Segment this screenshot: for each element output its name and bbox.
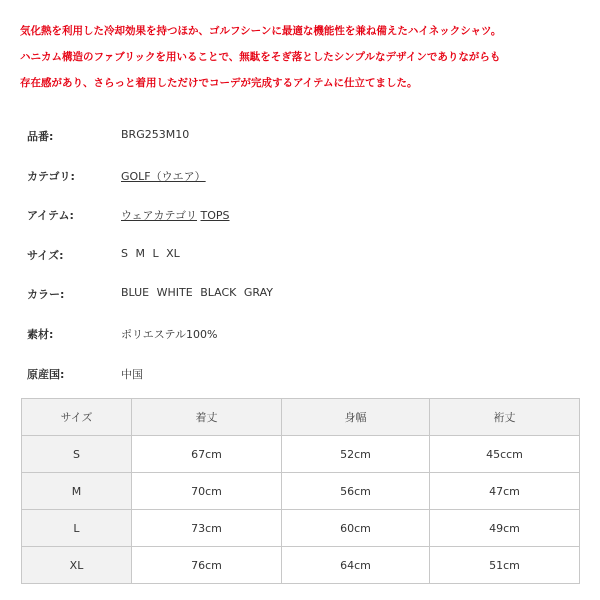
length-cell: 73cm (132, 510, 282, 547)
spec-label: サイズ: (27, 248, 64, 262)
spec-list (27, 128, 567, 405)
size-cell: M (22, 473, 132, 510)
spec-label: カラー: (27, 288, 65, 302)
color-option: WHITE (156, 286, 193, 300)
color-option: BLUE (121, 286, 150, 300)
tops-link[interactable]: TOPS (200, 209, 230, 223)
sleeve-cell: 51cm (430, 547, 580, 584)
product-description (20, 18, 585, 96)
header-length: 着丈 (132, 399, 282, 436)
table-row (22, 436, 580, 473)
size-option: M (135, 246, 145, 260)
width-cell: 60cm (282, 510, 430, 547)
size-cell: S (22, 436, 132, 473)
color-option: BLACK (200, 286, 237, 300)
length-cell: 70cm (132, 473, 282, 510)
spec-row-product-code (27, 128, 567, 168)
sleeve-cell: 49cm (430, 510, 580, 547)
wear-category-link[interactable]: ウェアカテゴリ (121, 209, 198, 223)
material-value: ポリエステル100% (121, 327, 218, 341)
size-option: XL (166, 246, 180, 260)
size-option: S (121, 246, 128, 260)
category-value (121, 168, 206, 184)
spec-row-category (27, 168, 567, 208)
color-option: GRAY (243, 286, 273, 300)
header-size: サイズ (22, 399, 132, 436)
sizes-value (121, 247, 180, 260)
spec-label: 素材: (27, 327, 54, 341)
description-line: 気化熱を利用した冷却効果を持つほか、ゴルフシーンに最適な機能性を兼ね備えたハイネックシャツ。 (20, 25, 502, 37)
spec-row-sizes (27, 247, 567, 287)
header-sleeve: 裄丈 (430, 399, 580, 436)
spec-row-item (27, 207, 567, 247)
size-option: L (152, 246, 159, 260)
spec-label: 品番: (27, 130, 54, 143)
sleeve-cell: 45ccm (430, 436, 580, 473)
table-row (22, 547, 580, 584)
table-header-row (22, 399, 580, 436)
spec-label: カテゴリ: (27, 169, 75, 183)
length-cell: 67cm (132, 436, 282, 473)
size-cell: XL (22, 547, 132, 584)
length-cell: 76cm (132, 547, 282, 584)
spec-label: 原産国: (27, 367, 65, 381)
item-value (121, 207, 230, 223)
size-chart-table (21, 398, 580, 584)
description-line: 存在感があり、さらっと着用しただけでコーデが完成するアイテムに仕立てました。 (20, 77, 418, 89)
category-link[interactable]: GOLF（ウエア） (121, 169, 206, 183)
spec-row-colors (27, 286, 567, 326)
header-width: 身幅 (282, 399, 430, 436)
width-cell: 52cm (282, 436, 430, 473)
table-row (22, 473, 580, 510)
table-row (22, 510, 580, 547)
size-cell: L (22, 510, 132, 547)
spec-row-material (27, 326, 567, 366)
product-code-value: BRG253M10 (121, 128, 190, 141)
sleeve-cell: 47cm (430, 473, 580, 510)
description-line: ハニカム構造のファブリックを用いることで、無駄をそぎ落としたシンプルなデザインでありながらも (20, 51, 501, 63)
width-cell: 56cm (282, 473, 430, 510)
colors-value (121, 286, 273, 299)
spec-label: アイテム: (27, 209, 74, 223)
width-cell: 64cm (282, 547, 430, 584)
origin-value: 中国 (121, 367, 143, 381)
